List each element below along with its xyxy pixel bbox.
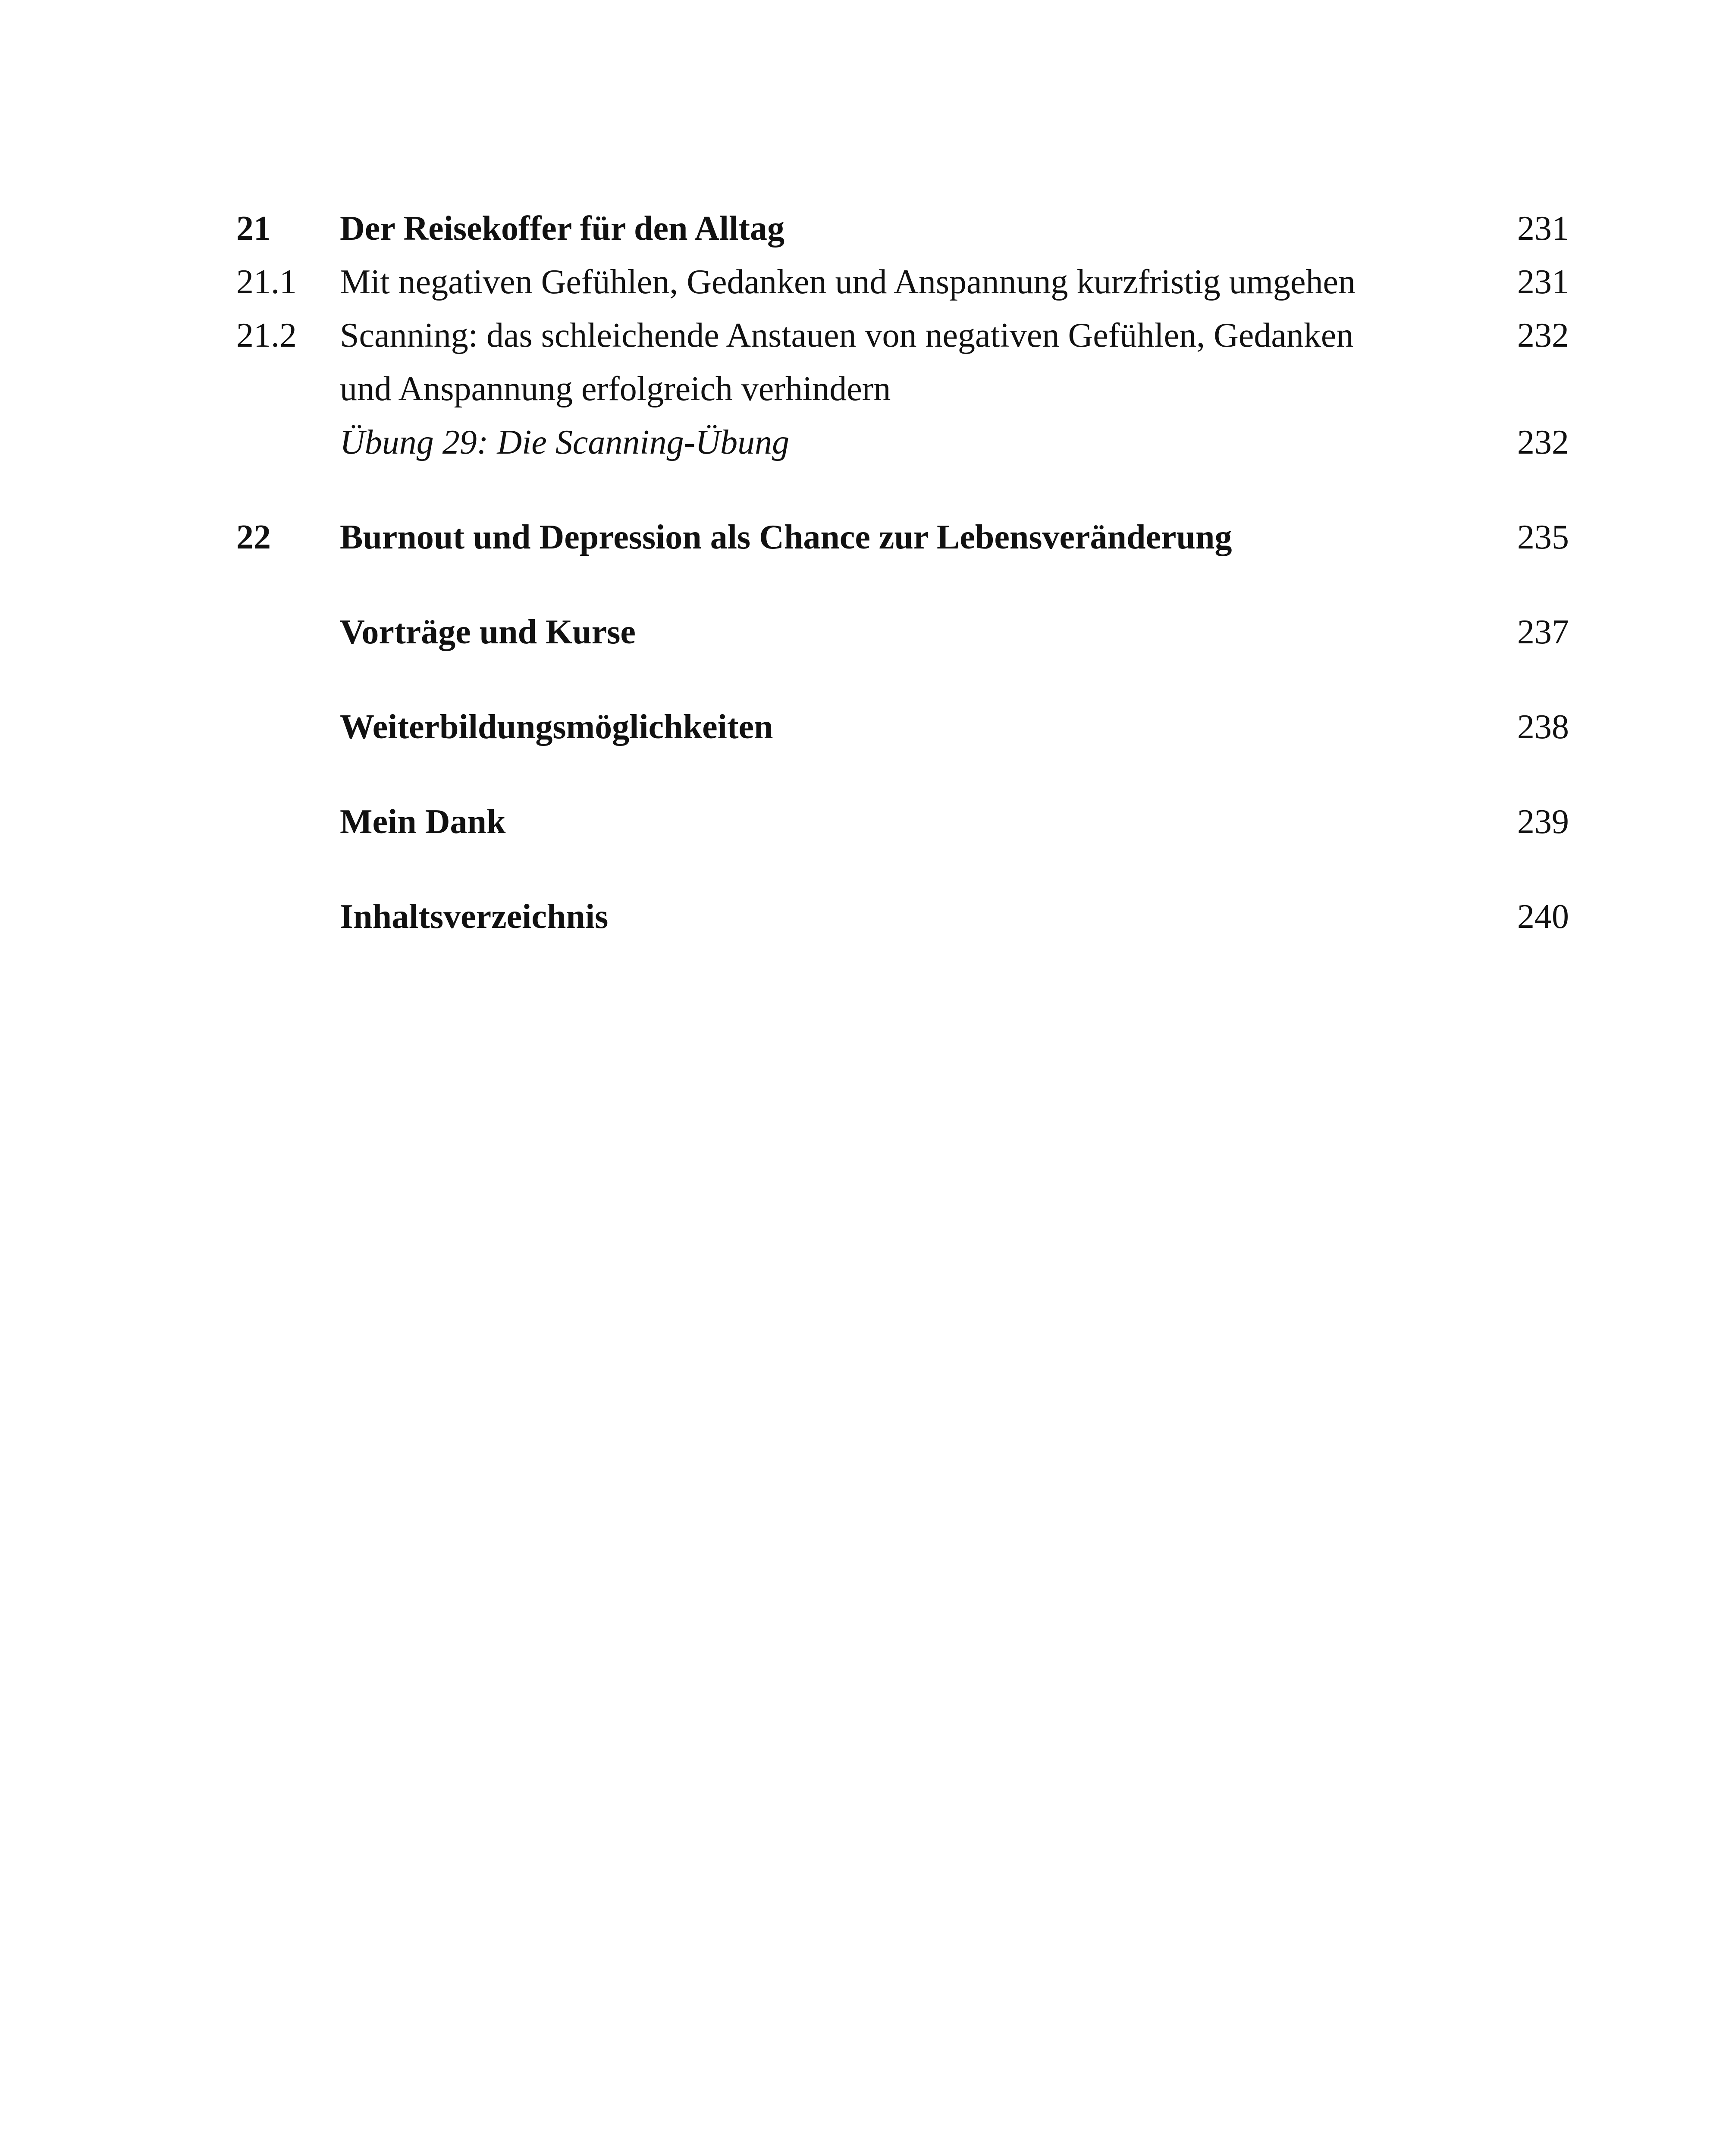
toc-entry-title: Mit negativen Gefühlen, Gedanken und Anspannung kurzfristig umgehen xyxy=(340,263,1355,301)
toc-entry-page: 231 xyxy=(1517,263,1569,301)
toc-entry-title: Burnout und Depression als Chance zur Lebensveränderung xyxy=(340,518,1232,556)
toc-entry-title: Weiterbildungsmöglichkeiten xyxy=(340,708,773,746)
toc-entry-number: 21.2 xyxy=(236,317,297,354)
toc-entry-number: 21 xyxy=(236,210,271,248)
table-of-contents xyxy=(236,202,1569,943)
toc-entry-title: Übung 29: Die Scanning-Übung xyxy=(340,423,790,461)
toc-entry-section-21-2 xyxy=(236,309,1569,362)
toc-entry-exercise-29 xyxy=(236,416,1569,469)
toc-entry-page: 232 xyxy=(1517,317,1569,354)
toc-entry-title-line2: und Anspannung erfolgreich verhindern xyxy=(340,370,891,408)
toc-entry-title: Inhaltsverzeichnis xyxy=(340,898,609,936)
toc-entry-inhaltsverzeichnis xyxy=(236,890,1569,943)
toc-entry-number: 21.1 xyxy=(236,263,297,301)
toc-entry-chapter-21 xyxy=(236,202,1569,255)
toc-entry-title: Mein Dank xyxy=(340,803,506,841)
toc-entry-title: Scanning: das schleichende Anstauen von negativen Gefühlen, Gedanken xyxy=(340,317,1354,354)
toc-entry-vortraege xyxy=(236,605,1569,659)
toc-entry-number: 22 xyxy=(236,518,271,556)
toc-entry-chapter-22 xyxy=(236,511,1569,564)
toc-entry-page: 239 xyxy=(1517,803,1569,841)
toc-entry-dank xyxy=(236,795,1569,849)
toc-entry-page: 231 xyxy=(1517,210,1569,248)
toc-entry-weiterbildung xyxy=(236,700,1569,754)
toc-entry-section-21-1 xyxy=(236,255,1569,309)
toc-entry-page: 235 xyxy=(1517,518,1569,556)
toc-entry-page: 237 xyxy=(1517,613,1569,651)
toc-entry-section-21-2-continued xyxy=(236,362,1569,416)
toc-entry-title: Vorträge und Kurse xyxy=(340,613,636,651)
toc-entry-title: Der Reisekoffer für den Alltag xyxy=(340,210,784,248)
toc-entry-page: 232 xyxy=(1517,423,1569,461)
toc-entry-page: 238 xyxy=(1517,708,1569,746)
toc-entry-page: 240 xyxy=(1517,898,1569,936)
